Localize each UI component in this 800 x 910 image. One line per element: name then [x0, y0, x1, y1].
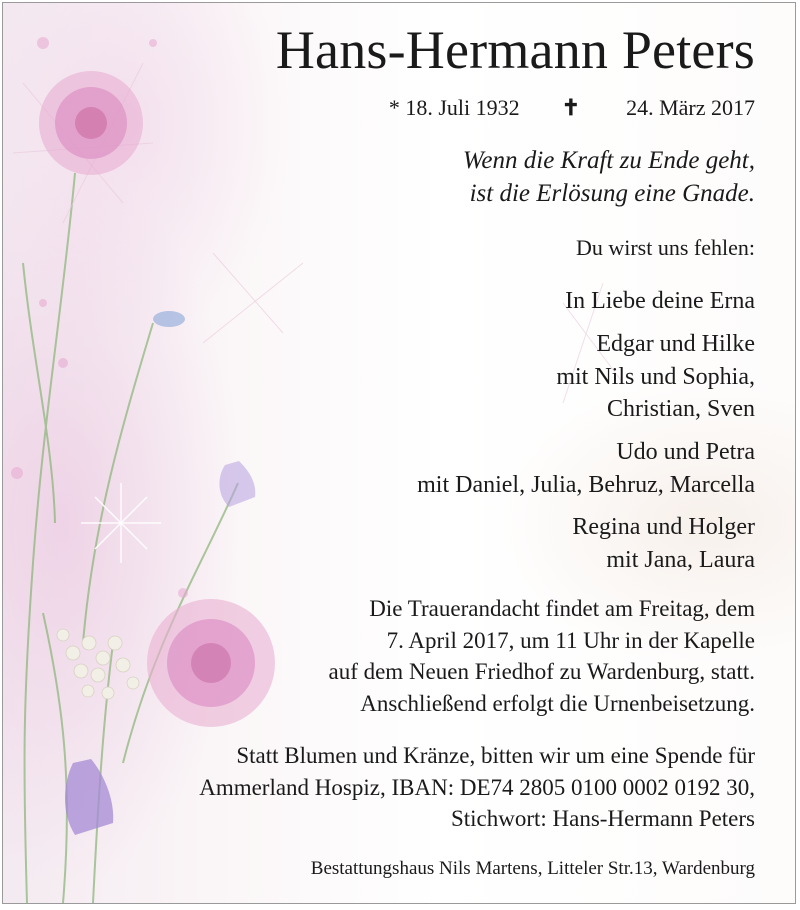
scabiosa-flower-bottom — [147, 599, 275, 727]
bud-top — [153, 311, 185, 327]
family-line: In Liebe deine Erna — [565, 288, 755, 314]
donation-line: Stichwort: Hans-Hermann Peters — [450, 806, 755, 831]
family-line: Christian, Sven — [607, 396, 755, 423]
service-line: Die Trauerandacht findet am Freitag, dem — [369, 596, 755, 621]
family-line: Udo und Petra — [616, 439, 755, 465]
service-line: 7. April 2017, um 11 Uhr in der Kapelle — [386, 627, 755, 653]
miss-line: Du wirst uns fehlen: — [575, 235, 755, 260]
verse-line: Wenn die Kraft zu Ende geht, — [462, 147, 755, 174]
service-line: Anschließend erfolgt die Urnenbeisetzung. — [360, 690, 755, 716]
service-line: auf dem Neuen Friedhof zu Wardenburg, statt. — [328, 659, 755, 684]
family-line: mit Daniel, Julia, Behruz, Marcella — [417, 471, 755, 498]
donation-line: Ammerland Hospiz, IBAN: DE74 2805 0100 0002 0192 30, — [199, 774, 755, 800]
yarrow-flower-cluster — [57, 629, 139, 699]
family-line: Regina und Holger — [572, 514, 755, 540]
family-line: Edgar und Hilke — [596, 331, 755, 357]
family-line: mit Jana, Laura — [606, 546, 755, 573]
obituary-notice — [2, 2, 796, 904]
scabiosa-flower-top — [39, 71, 143, 175]
family-group-edgar — [556, 328, 755, 426]
sparkle-star — [81, 483, 161, 563]
death-date-group — [562, 95, 755, 120]
family-group-udo — [417, 436, 755, 501]
donation-request — [199, 740, 755, 835]
cross-icon: ✝ — [561, 95, 581, 120]
bellflower-middle — [219, 461, 255, 507]
family-group-regina — [572, 511, 755, 576]
death-date: 24. März 2017 — [626, 95, 755, 120]
funeral-home: Bestattungshaus Nils Martens, Litteler Str.13, Wardenburg — [310, 858, 755, 879]
verse-line: ist die Erlösung eine Gnade. — [469, 179, 755, 207]
family-line: mit Nils und Sophia, — [556, 363, 755, 390]
memorial-verse — [463, 145, 755, 210]
service-announcement — [328, 593, 755, 719]
bellflower-bottom — [65, 759, 113, 835]
birth-date: * 18. Juli 1932 — [388, 95, 520, 120]
life-dates — [389, 95, 755, 121]
family-group-wife — [565, 285, 755, 318]
deceased-name: Hans-Hermann Peters — [275, 20, 755, 80]
donation-line: Statt Blumen und Kränze, bitten wir um eine Spende für — [236, 743, 755, 768]
